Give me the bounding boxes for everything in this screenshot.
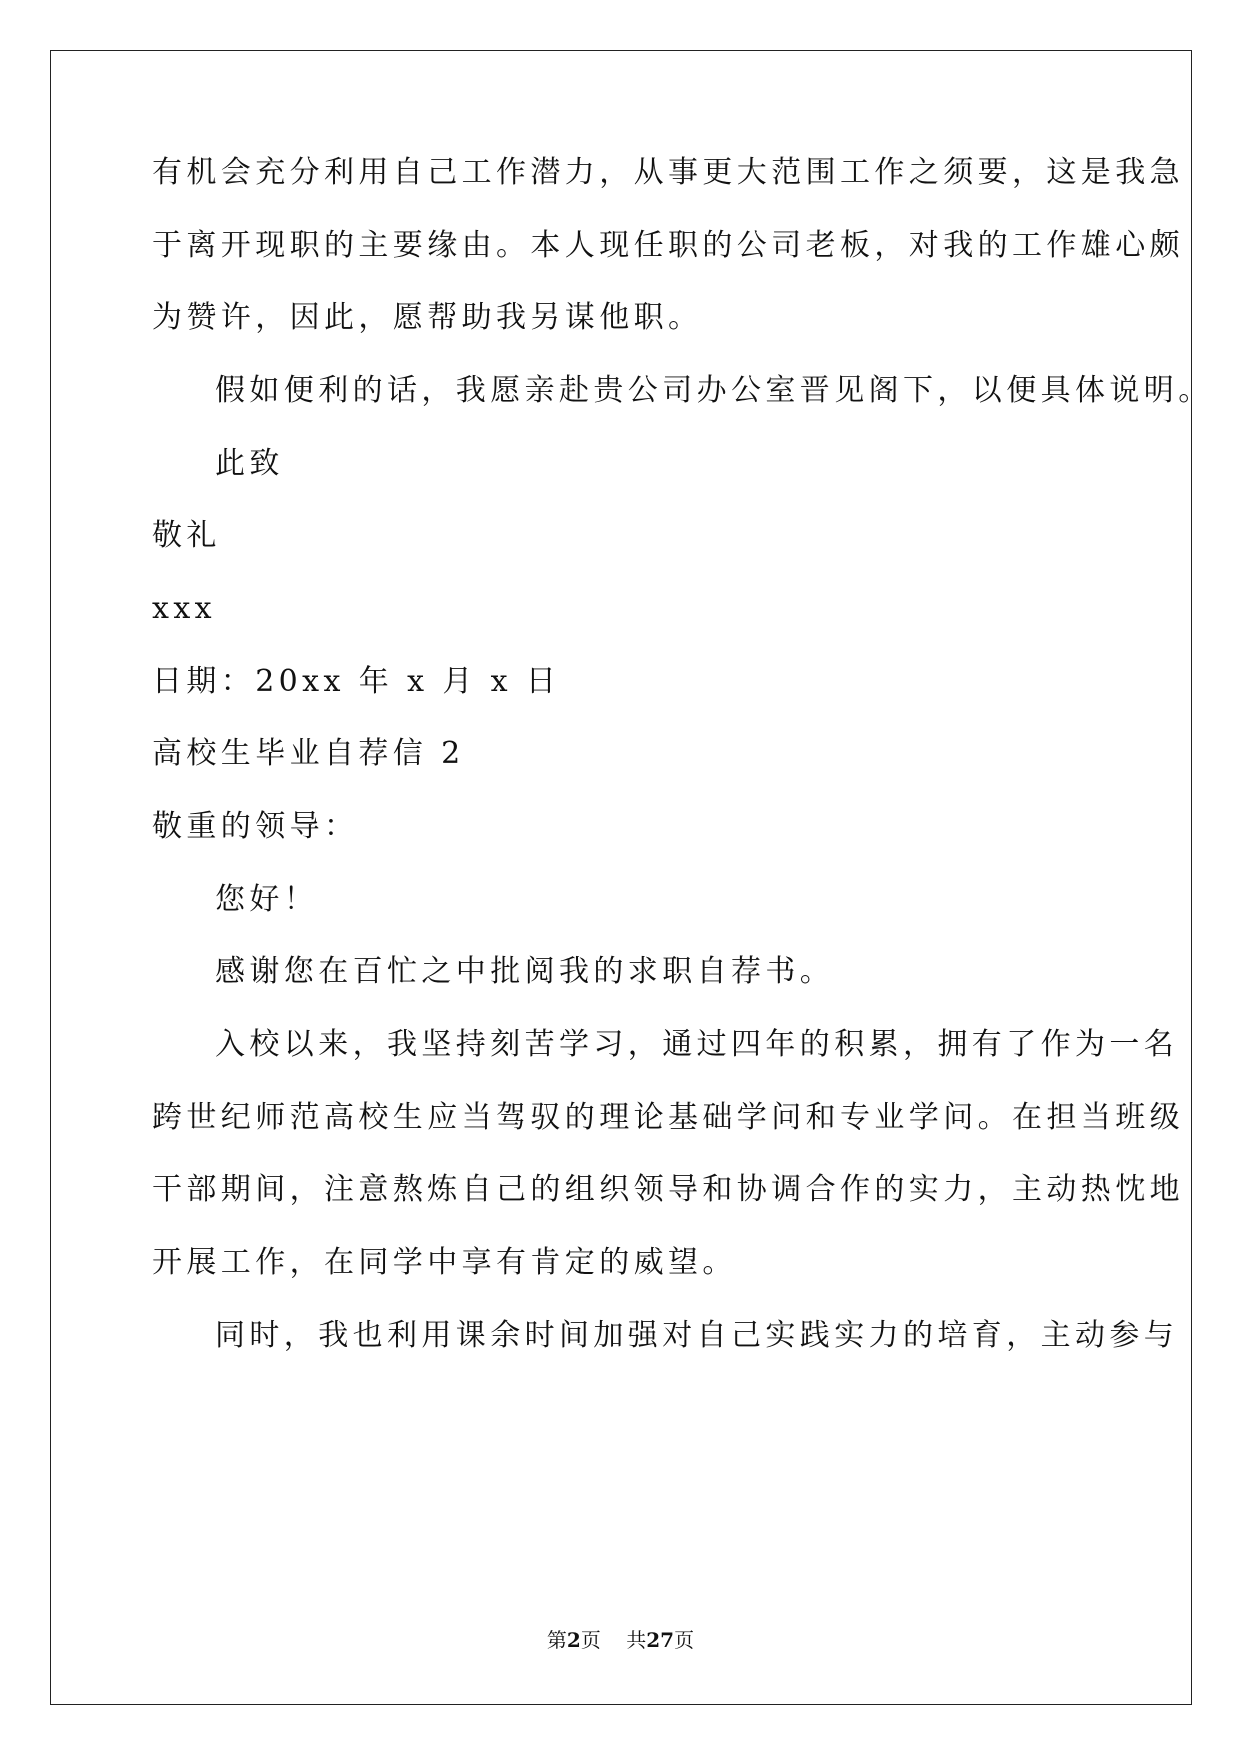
letter-greeting: 敬重的领导： <box>152 809 359 844</box>
signature-name: xxx <box>152 591 216 626</box>
body-line-17: 同时，我也利用课余时间加强对自己实践实力的培育，主动参与 <box>215 1318 1179 1353</box>
closing-regards: 敬礼 <box>152 518 221 553</box>
signature-date: 日期：20xx 年 x 月 x 日 <box>152 664 561 699</box>
page-prefix: 第 <box>546 1628 567 1652</box>
body-line-12: 感谢您在百忙之中批阅我的求职自荐书。 <box>215 954 835 989</box>
section-title: 高校生毕业自荐信 2 <box>152 736 465 771</box>
page-suffix: 页 <box>580 1628 601 1652</box>
letter-hello: 您好！ <box>215 882 319 917</box>
body-line-14: 跨世纪师范高校生应当驾驭的理论基础学问和专业学问。在担当班级 <box>152 1100 1184 1135</box>
body-line-4: 假如便利的话，我愿亲赴贵公司办公室晋见阁下，以便具体说明。 <box>215 373 1213 408</box>
page-footer <box>0 1627 1241 1653</box>
body-line-1: 有机会充分利用自己工作潜力，从事更大范围工作之须要，这是我急 <box>152 155 1184 190</box>
total-pages: 27 <box>646 1628 675 1652</box>
total-suffix: 页 <box>674 1628 695 1652</box>
body-line-15: 干部期间，注意熬炼自己的组织领导和协调合作的实力，主动热忱地 <box>152 1172 1184 1207</box>
closing-salutation: 此致 <box>215 446 284 481</box>
body-line-13: 入校以来，我坚持刻苦学习，通过四年的积累，拥有了作为一名 <box>215 1027 1179 1062</box>
body-line-2: 于离开现职的主要缘由。本人现任职的公司老板，对我的工作雄心颇 <box>152 228 1184 263</box>
body-line-16: 开展工作，在同学中享有肯定的威望。 <box>152 1245 737 1280</box>
total-prefix: 共 <box>626 1628 647 1652</box>
page-number: 2 <box>566 1628 581 1652</box>
body-line-3: 为赞许，因此，愿帮助我另谋他职。 <box>152 300 703 335</box>
